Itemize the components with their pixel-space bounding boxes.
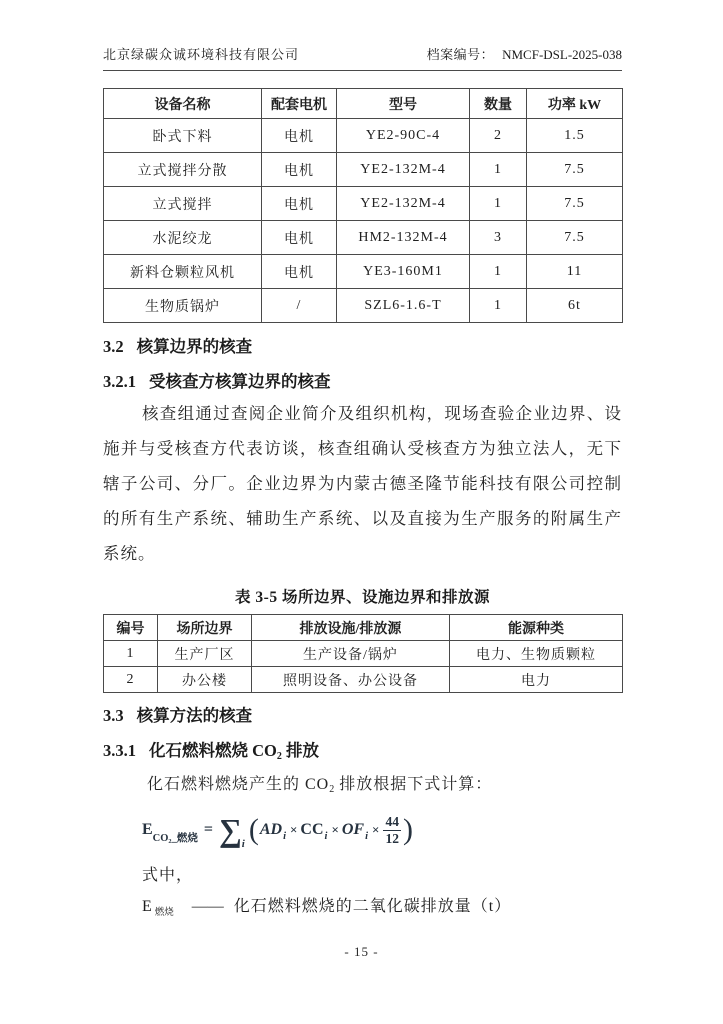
table-cell: 电机	[262, 255, 337, 289]
equipment-table-body	[104, 119, 623, 323]
co2-intro-sentence	[103, 774, 622, 798]
section-title: 核算边界的核查	[136, 337, 253, 356]
table-row	[104, 187, 623, 221]
section-number: 3.3	[103, 706, 124, 725]
section-heading-3-3-1	[103, 740, 622, 765]
table-cell: 7.5	[527, 187, 623, 221]
multiply-sign: ×	[289, 822, 298, 837]
column-header: 数量	[470, 89, 527, 119]
table-cell: 电机	[262, 153, 337, 187]
title-text: 化石燃料燃烧 CO	[149, 741, 277, 760]
column-header: 型号	[337, 89, 470, 119]
table-cell: 办公楼	[158, 667, 252, 693]
co2-emission-formula	[142, 806, 622, 854]
variable-OF: OF	[341, 821, 365, 838]
section-title	[149, 740, 319, 765]
variable-index: i	[283, 830, 286, 842]
table-row	[104, 153, 623, 187]
close-parenthesis: )	[402, 813, 413, 846]
multiply-sign: ×	[331, 822, 339, 837]
boundary-table-body	[104, 641, 623, 693]
table-cell: 水泥绞龙	[104, 221, 262, 255]
table-cell: 生产厂区	[158, 641, 252, 667]
section-heading-3-2-1	[103, 371, 622, 393]
fraction-44-12	[383, 814, 401, 846]
table-cell: 卧式下料	[104, 119, 262, 153]
co2-subscript: 2	[329, 784, 335, 795]
title-text: 排放	[281, 741, 319, 760]
fraction-denominator: 12	[385, 830, 399, 846]
boundary-table	[103, 614, 623, 693]
intro-text: 化石燃料燃烧产生的 CO	[147, 776, 330, 793]
e-symbol-definition	[103, 896, 622, 920]
equals-sign: =	[203, 821, 213, 838]
column-header: 编号	[104, 615, 158, 641]
e-symbol-subscript: 燃烧	[154, 908, 174, 918]
file-number-value: NMCF-DSL-2025-038	[502, 47, 622, 62]
variable-index: i	[365, 830, 369, 842]
section-number: 3.3.1	[103, 741, 136, 760]
column-header: 排放设施/排放源	[252, 615, 450, 641]
table-cell: 1	[470, 289, 527, 323]
intro-text: 排放根据下式计算：	[334, 776, 493, 793]
section-number: 3.2.1	[103, 372, 136, 391]
section-title: 受核查方核算边界的核查	[149, 372, 331, 391]
variable-CC: CC	[300, 821, 324, 838]
table-cell: 新料仓颗粒风机	[104, 255, 262, 289]
file-number-label: 档案编号：	[426, 47, 495, 62]
e-symbol: E	[142, 898, 153, 915]
section-heading-3-3	[103, 705, 622, 727]
variable-index: i	[324, 830, 328, 842]
sigma-symbol: ∑	[218, 812, 242, 848]
column-header: 功率 kW	[527, 89, 623, 119]
table-cell: 电力	[450, 667, 623, 693]
table-row	[104, 119, 623, 153]
column-header: 能源种类	[450, 615, 623, 641]
fraction-numerator: 44	[385, 813, 399, 829]
table-row	[104, 667, 623, 693]
table-cell: 2	[104, 667, 158, 693]
co2-subscript: 2	[276, 751, 282, 762]
table-3-5-caption: 表 3-5 场所边界、设施边界和排放源	[235, 589, 490, 606]
page-number: - 15 -	[344, 944, 379, 959]
table-cell: HM2-132M-4	[337, 221, 470, 255]
table-cell: 电机	[262, 119, 337, 153]
table-cell: 立式搅拌分散	[104, 153, 262, 187]
table-cell: 7.5	[527, 221, 623, 255]
section-title: 核算方法的核查	[136, 706, 253, 725]
table-cell: 照明设备、办公设备	[252, 667, 450, 693]
table-row	[104, 289, 623, 323]
boundary-table-header-row	[104, 615, 623, 641]
section-number: 3.2	[103, 337, 124, 356]
table-cell: 1	[104, 641, 158, 667]
where-clause-label: 式中，	[142, 867, 194, 884]
table-row	[104, 255, 623, 289]
table-cell: 1.5	[527, 119, 623, 153]
formula-e-symbol: E	[142, 821, 153, 838]
table-cell: YE2-132M-4	[337, 187, 470, 221]
table-cell: 1	[470, 255, 527, 289]
column-header: 场所边界	[158, 615, 252, 641]
equipment-table	[103, 88, 623, 323]
page-header	[103, 46, 622, 71]
multiply-sign: ×	[372, 822, 380, 837]
definition-dash: ——	[191, 898, 224, 915]
table-cell: 1	[470, 187, 527, 221]
column-header: 设备名称	[104, 89, 262, 119]
table-row	[104, 221, 623, 255]
equipment-table-header-row	[104, 89, 623, 119]
table-cell: SZL6-1.6-T	[337, 289, 470, 323]
table-cell: 3	[470, 221, 527, 255]
table-cell: 电力、生物质颗粒	[450, 641, 623, 667]
variable-AD: AD	[259, 821, 283, 838]
header-file-number	[427, 46, 622, 64]
table-cell: YE3-160M1	[337, 255, 470, 289]
header-company-name: 北京绿碳众诚环境科技有限公司	[103, 47, 300, 62]
table-cell: 7.5	[527, 153, 623, 187]
column-header: 配套电机	[262, 89, 337, 119]
table-cell: 生产设备/锅炉	[252, 641, 450, 667]
definition-text: 化石燃料燃烧的二氧化碳排放量（t）	[233, 898, 512, 915]
sigma-index: i	[241, 838, 245, 850]
table-cell: 6t	[527, 289, 623, 323]
table-row	[104, 641, 623, 667]
table-cell: 立式搅拌	[104, 187, 262, 221]
table-cell: /	[262, 289, 337, 323]
table-cell: 电机	[262, 221, 337, 255]
table-cell: 电机	[262, 187, 337, 221]
open-parenthesis: (	[248, 813, 259, 846]
formula-e-subscript: CO₂_燃烧	[152, 832, 198, 844]
table-cell: YE2-90C-4	[337, 119, 470, 153]
table-cell: 11	[527, 255, 623, 289]
table-cell: YE2-132M-4	[337, 153, 470, 187]
table-cell: 生物质锅炉	[104, 289, 262, 323]
section-heading-3-2	[103, 336, 622, 358]
boundary-paragraph: 核查组通过查阅企业简介及组织机构，现场查验企业边界、设施并与受核查方代表访谈，核查组确认受核查方为独立法人，无下辖子公司、分厂。企业边界为内蒙古德圣隆节能科技有限公司控制的所有生产系统、辅助生产系统、以及直接为生产服务的附属生产系统。	[103, 404, 622, 563]
table-cell: 2	[470, 119, 527, 153]
table-cell: 1	[470, 153, 527, 187]
